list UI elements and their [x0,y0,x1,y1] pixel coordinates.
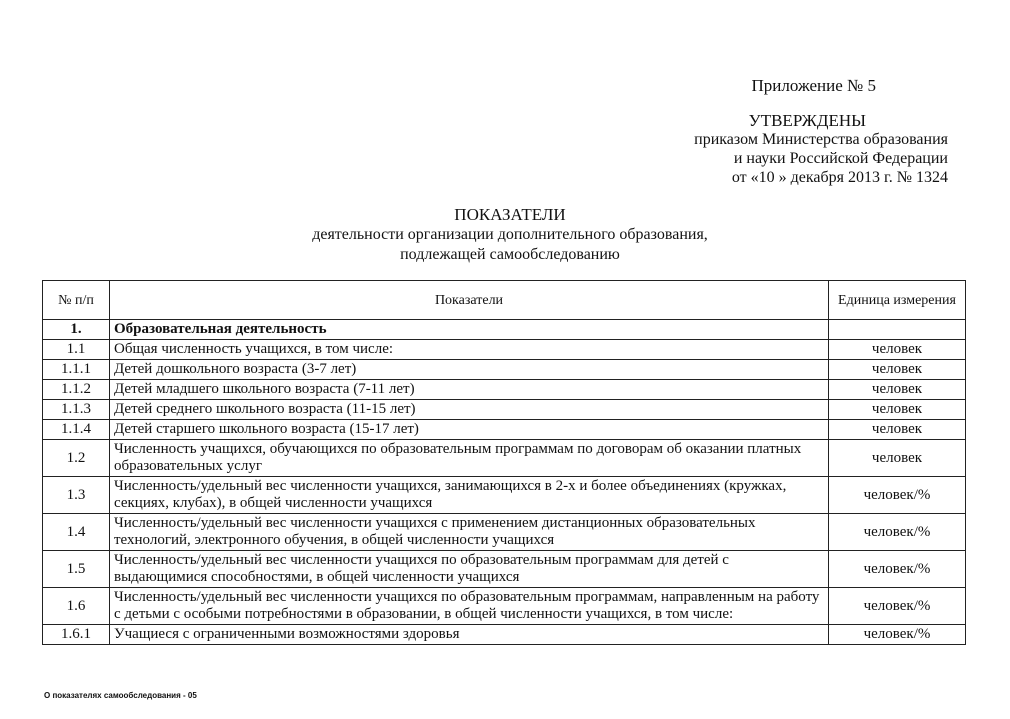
row-num: 1.5 [43,551,110,588]
table-row [43,340,966,360]
row-unit: человек [829,420,966,440]
row-indicator: Детей дошкольного возраста (3-7 лет) [110,360,829,380]
table-row [43,514,966,551]
approval-line-2: и науки Российской Федерации [733,150,948,167]
row-unit: человек/% [829,477,966,514]
row-indicator: Численность учащихся, обучающихся по образовательным программам по договорам об оказании платных образовательных услуг [110,440,829,477]
document-title-block [250,205,770,265]
row-unit: человек [829,380,966,400]
table-row [43,360,966,380]
row-unit: человек/% [829,588,966,625]
row-indicator: Численность/удельный вес численности учащихся по образовательным программам, направленным на работу с детьми с особыми потребностями в образовании, в общей численности учащихся, в том числе: [110,588,829,625]
document-subtitle-line-1: деятельности организации дополнительного образования, [312,226,708,243]
indicators-table [42,280,966,645]
row-indicator: Детей младшего школьного возраста (7-11 лет) [110,380,829,400]
row-indicator: Численность/удельный вес численности учащихся по образовательным программам для детей с выдающимися способностями, в общей численности учащихся [110,551,829,588]
row-indicator: Образовательная деятельность [110,320,829,340]
row-num: 1.6.1 [43,625,110,645]
header-indicator: Показатели [110,281,829,320]
footer-caption: О показателях самообследования - 05 [44,691,197,700]
document-title: ПОКАЗАТЕЛИ [454,205,566,224]
table-row [43,477,966,514]
row-indicator: Численность/удельный вес численности учащихся, занимающихся в 2-х и более объединениях (кружках, секциях, клубах), в общей численности учащихся [110,477,829,514]
approval-line-1: приказом Министерства образования [694,131,948,148]
row-unit: человек [829,400,966,420]
row-num: 1.1 [43,340,110,360]
row-indicator: Учащиеся с ограниченными возможностями здоровья [110,625,829,645]
table-row [43,320,966,340]
approval-block [548,76,948,187]
approval-line-3: от «10 » декабря 2013 г. № 1324 [731,169,948,186]
appendix-label: Приложение № 5 [751,76,876,95]
row-num: 1.2 [43,440,110,477]
approved-label: УТВЕРЖДЕНЫ [748,111,866,130]
table-row [43,625,966,645]
row-num: 1.1.1 [43,360,110,380]
row-num: 1.3 [43,477,110,514]
row-num: 1.6 [43,588,110,625]
row-indicator: Детей среднего школьного возраста (11-15 лет) [110,400,829,420]
row-num: 1.1.4 [43,420,110,440]
table-row [43,588,966,625]
table-row [43,380,966,400]
header-unit: Единица измерения [829,281,966,320]
row-unit: человек [829,340,966,360]
row-unit: человек [829,360,966,380]
row-num: 1.1.3 [43,400,110,420]
row-num: 1.4 [43,514,110,551]
table-header-row [43,281,966,320]
row-indicator: Численность/удельный вес численности учащихся с применением дистанционных образовательных технологий, электронного обучения, в общей численности учащихся [110,514,829,551]
row-unit: человек/% [829,625,966,645]
header-num: № п/п [43,281,110,320]
row-unit: человек/% [829,551,966,588]
row-num: 1. [43,320,110,340]
table-row [43,420,966,440]
row-num: 1.1.2 [43,380,110,400]
row-indicator: Детей старшего школьного возраста (15-17 лет) [110,420,829,440]
table-row [43,400,966,420]
document-subtitle-line-2: подлежащей самообследованию [400,246,620,263]
table-row [43,440,966,477]
row-unit: человек [829,440,966,477]
row-unit: человек/% [829,514,966,551]
row-indicator: Общая численность учащихся, в том числе: [110,340,829,360]
row-unit [829,320,966,340]
table-row [43,551,966,588]
